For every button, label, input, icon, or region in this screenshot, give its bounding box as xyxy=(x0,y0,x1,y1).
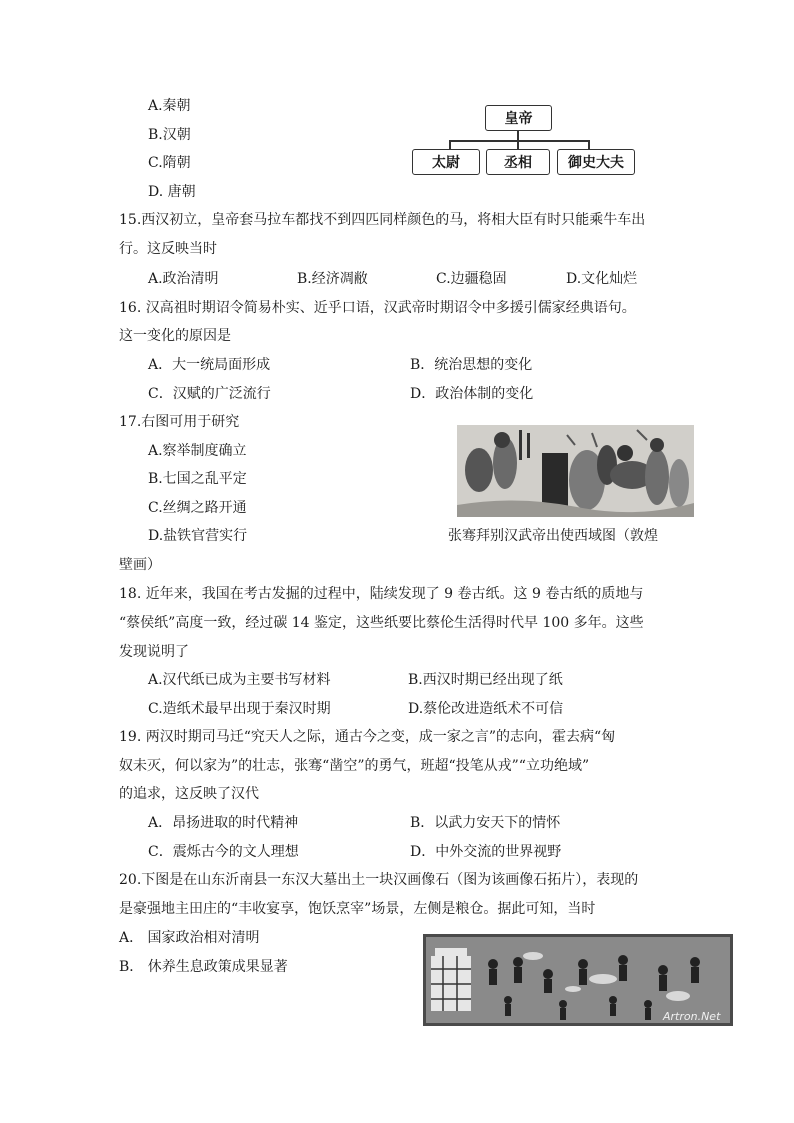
q20-option-a: A． 国家政治相对清明 xyxy=(119,930,260,946)
q19-option-b: B．以武力安天下的情怀 xyxy=(410,815,561,831)
diagram-connector xyxy=(449,140,589,142)
q19-option-d: D．中外交流的世界视野 xyxy=(410,844,562,860)
diagram-connector xyxy=(517,140,519,149)
q15-option-c: C.边疆稳固 xyxy=(436,271,507,287)
q16-option-a: A．大一统局面形成 xyxy=(148,357,271,373)
q16-stem-line2: 这一变化的原因是 xyxy=(119,328,231,344)
q19-stem-line1: 19. 两汉时期司马迁“究天人之际，通古今之变，成一家之言”的志向，霍去病“匈 xyxy=(119,729,616,745)
q17-caption-line2: 壁画） xyxy=(119,557,161,573)
q17-option-d: D.盐铁官营实行 xyxy=(148,528,248,544)
q17-caption-line1: 张骞拜别汉武帝出使西域图（敦煌 xyxy=(448,528,658,544)
diagram-connector xyxy=(449,140,451,149)
q14-option-d: D. 唐朝 xyxy=(148,184,196,200)
q18-stem-line1: 18. 近年来，我国在考古发掘的过程中，陆续发现了 9 卷古纸。这 9 卷古纸的质地与 xyxy=(119,586,644,602)
diagram-box-chengxiang: 丞相 xyxy=(486,149,550,175)
diagram-connector xyxy=(517,130,519,140)
q16-stem-line1: 16. 汉高祖时期诏令简易朴实、近乎口语，汉武帝时期诏令中多援引儒家经典语句。 xyxy=(119,300,636,316)
q18-option-b: B.西汉时期已经出现了纸 xyxy=(408,672,563,688)
artron-watermark: Artron.Net xyxy=(663,1010,721,1023)
diagram-connector xyxy=(588,140,590,149)
q15-stem-line2: 行。这反映当时 xyxy=(119,241,217,257)
q15-option-b: B.经济凋敝 xyxy=(297,271,368,287)
diagram-box-yushidafu: 御史大夫 xyxy=(557,149,635,175)
q14-option-b: B.汉朝 xyxy=(148,127,191,143)
q15-option-d: D.文化灿烂 xyxy=(566,271,638,287)
dunhuang-mural-image xyxy=(457,425,694,517)
q18-option-c: C.造纸术最早出现于秦汉时期 xyxy=(148,701,331,717)
q18-option-d: D.蔡伦改进造纸术不可信 xyxy=(408,701,564,717)
diagram-box-emperor: 皇帝 xyxy=(485,105,552,131)
q16-option-c: C．汉赋的广泛流行 xyxy=(148,386,271,402)
q19-option-a: A．昂扬进取的时代精神 xyxy=(148,815,299,831)
q14-option-c: C.隋朝 xyxy=(148,155,191,171)
q18-stem-line3: 发现说明了 xyxy=(119,644,189,660)
q19-option-c: C．震烁古今的文人理想 xyxy=(148,844,299,860)
q15-stem-line1: 15.西汉初立，皇帝套马拉车都找不到四匹同样颜色的马，将相大臣有时只能乘牛车出 xyxy=(119,212,646,228)
q18-stem-line2: “蔡侯纸”高度一致，经过碳 14 鉴定，这些纸要比蔡伦生活得时代早 100 多年。这些 xyxy=(119,615,644,631)
q17-option-b: B.七国之乱平定 xyxy=(148,471,247,487)
q17-option-a: A.察举制度确立 xyxy=(148,443,247,459)
diagram-box-taiwei: 太尉 xyxy=(412,149,480,175)
q19-stem-line2: 奴未灭，何以家为”的壮志，张骞“凿空”的勇气，班超“投笔从戎”“立功绝域” xyxy=(119,758,590,774)
q14-option-a: A.秦朝 xyxy=(148,98,191,114)
q16-option-d: D．政治体制的变化 xyxy=(410,386,534,402)
q18-option-a: A.汉代纸已成为主要书写材料 xyxy=(148,672,331,688)
q20-stem-line1: 20.下图是在山东沂南县一东汉大墓出土一块汉画像石（图为该画像石拓片），表现的 xyxy=(119,872,639,888)
q17-stem: 17.右图可用于研究 xyxy=(119,414,240,430)
q19-stem-line3: 的追求，这反映了汉代 xyxy=(119,786,259,802)
q15-option-a: A.政治清明 xyxy=(148,271,219,287)
q17-option-c: C.丝绸之路开通 xyxy=(148,500,247,516)
q16-option-b: B．统治思想的变化 xyxy=(410,357,533,373)
han-stone-rubbing-image xyxy=(423,934,733,1026)
q20-stem-line2: 是豪强地主田庄的“丰收宴享，饱饫烹宰”场景，左侧是粮仓。据此可知，当时 xyxy=(119,901,596,917)
q20-option-b: B． 休养生息政策成果显著 xyxy=(119,959,288,975)
